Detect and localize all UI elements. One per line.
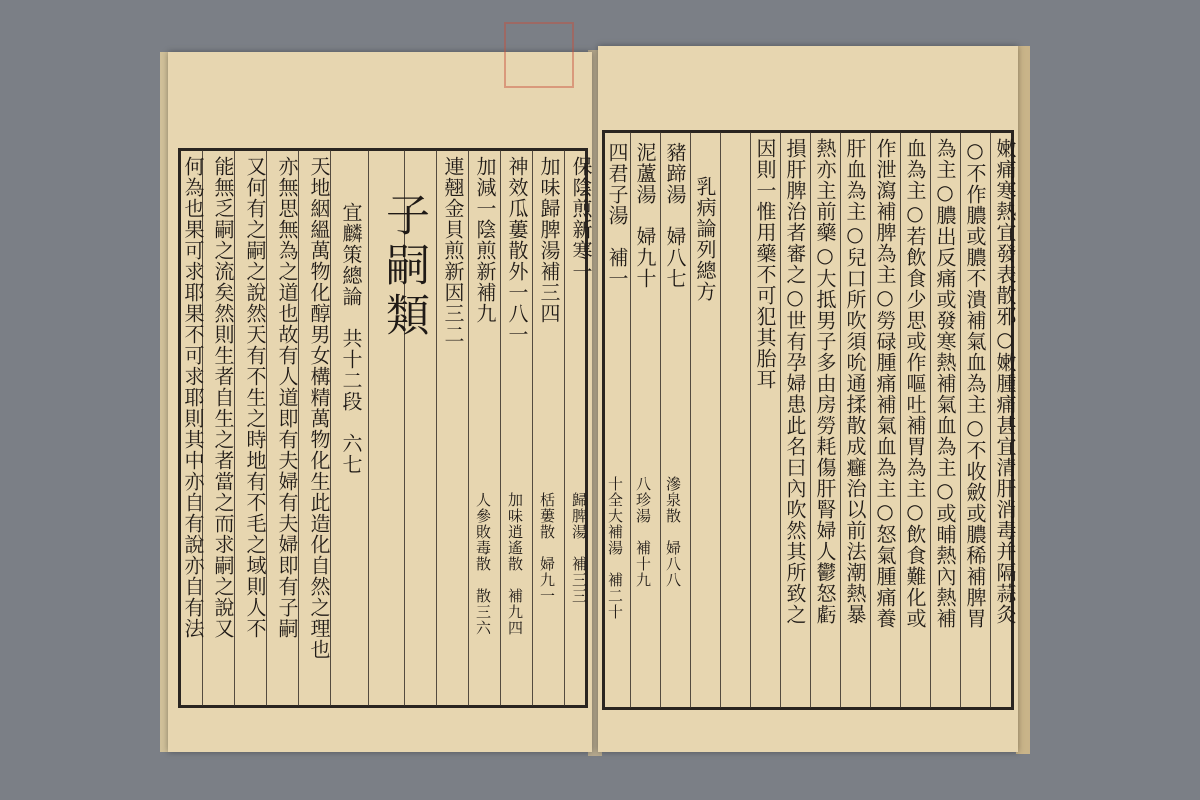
column-rule <box>810 132 811 708</box>
text-column-2: 加味歸脾湯補三四 <box>537 156 561 324</box>
section-subtitle: 乳病論列總方 <box>693 176 717 302</box>
lower-entry: 人參敗毒散 散三六 <box>474 492 492 636</box>
text-column-6: 肝血為主○兒口所吹須吮通揉散成癰治以前法潮熱暴 <box>843 138 867 625</box>
column-rule <box>532 150 533 706</box>
lower-entry: 滲泉散 婦八八 <box>664 476 682 588</box>
right-page <box>598 46 1018 752</box>
text-column-7: 熱亦主前藥○大抵男子多由房勞耗傷肝腎婦人鬱怒虧 <box>813 138 837 625</box>
text-column-7: 宜麟策總論 共十二段 六七 <box>339 202 363 475</box>
lower-entry: 歸脾湯 補三三 <box>570 492 588 604</box>
left-page <box>168 52 592 752</box>
section-title: 子嗣類 <box>378 192 429 342</box>
lower-entry: 十全大補湯 補二十 <box>606 476 624 620</box>
column-rule <box>436 150 437 706</box>
column-rule <box>630 132 631 708</box>
text-column-12: 何為也果可求耶果不可求耶則其中亦自有說亦自有法 <box>181 156 205 639</box>
column-rule <box>870 132 871 708</box>
text-column-5: 連翹金貝煎新因三二 <box>441 156 465 345</box>
column-rule <box>468 150 469 706</box>
text-column-4: 血為主○若飲食少思或作嘔吐補胃為主○飲食難化或 <box>903 138 927 629</box>
library-stamp <box>504 22 574 88</box>
text-column-9: 因則一惟用藥不可犯其胎耳 <box>753 138 777 390</box>
text-column-11: 豬蹄湯 婦八七 <box>663 142 687 289</box>
text-column-2: ○不作膿或膿不潰補氣血為主○不收斂或膿稀補脾胃 <box>963 138 987 629</box>
column-rule <box>840 132 841 708</box>
column-rule <box>990 132 991 708</box>
column-rule <box>780 132 781 708</box>
text-column-11: 能無乏嗣之流矣然則生者自生之者當之而求嗣之說又 <box>211 156 235 639</box>
text-column-8: 天地絪縕萬物化醇男女構精萬物化生此造化自然之理也 <box>307 156 331 660</box>
column-rule <box>500 150 501 706</box>
column-rule <box>900 132 901 708</box>
right-page-edge <box>1016 46 1030 754</box>
column-rule <box>720 132 721 708</box>
text-column-3: 為主○膿出反痛或發寒熱補氣血為主○或晡熱內熱補 <box>933 138 957 629</box>
text-column-1: 保陰煎新寒一 <box>569 156 593 282</box>
text-column-13: 四君子湯 補一 <box>605 142 629 289</box>
text-column-3: 神效瓜蔞散外一八一 <box>505 156 529 345</box>
column-rule <box>960 132 961 708</box>
lower-entry: 八珍湯 補十九 <box>634 476 652 588</box>
lower-entry: 加味逍遙散 補九四 <box>506 492 524 636</box>
column-rule <box>690 132 691 708</box>
column-rule <box>660 132 661 708</box>
column-rule <box>564 150 565 706</box>
column-rule <box>368 150 369 706</box>
text-column-8: 損肝脾治者審之○世有孕婦患此名曰內吹然其所致之 <box>783 138 807 625</box>
text-column-5: 作泄瀉補脾為主○勞碌腫痛補氣血為主○怒氣腫痛養 <box>873 138 897 629</box>
text-column-10: 又何有之嗣之說然天有不生之時地有不毛之域則人不 <box>243 156 267 639</box>
text-column-4: 加減一陰煎新補九 <box>473 156 497 324</box>
column-rule <box>930 132 931 708</box>
lower-entry: 栝蔞散 婦九一 <box>538 492 556 604</box>
text-column-9: 亦無思無為之道也故有人道即有夫婦有夫婦即有子嗣 <box>275 156 299 639</box>
column-rule <box>750 132 751 708</box>
text-column-1: 嫩痛寒熱宜發表散邪○嫩腫痛甚宜清肝消毒并隔蒜灸 <box>993 138 1017 625</box>
text-column-12: 泥蘆湯 婦九十 <box>633 142 657 289</box>
